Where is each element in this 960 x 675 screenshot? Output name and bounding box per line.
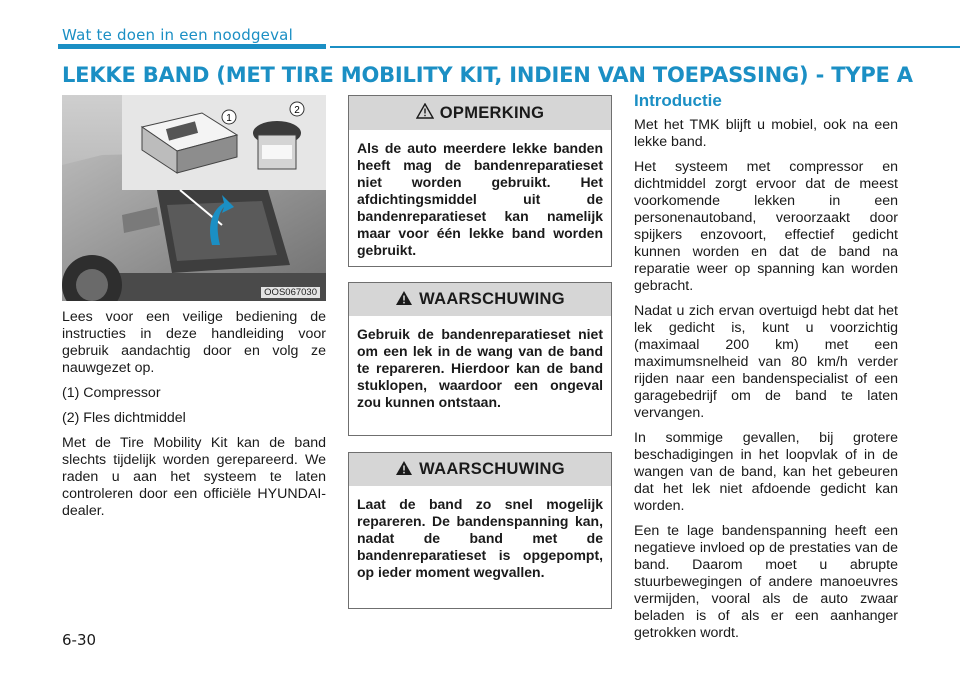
figure-code: OOS067030 bbox=[261, 287, 320, 298]
header-rule-thick bbox=[58, 44, 326, 49]
paragraph: Lees voor een veilige bediening de instructies in deze handleiding voor gebruik aandachtig door en volg ze nauwgezet op. bbox=[62, 309, 326, 376]
warning-notice-2 bbox=[348, 452, 612, 609]
paragraph: In sommige gevallen, bij grotere beschadigingen in het loopvlak of in de wangen van de band, kan het gebeuren dat het lek niet afdoende gedicht kan worden. bbox=[634, 430, 898, 514]
right-column-text bbox=[634, 117, 898, 650]
left-column-text bbox=[62, 309, 326, 528]
warning-triangle-icon bbox=[395, 290, 413, 310]
paragraph: Nadat u zich ervan overtuigd hebt dat het lek gedicht is, kunt u voorzichtig (maximaal 200 km) met een maximumsnelheid van 80 km/h verder rijden naar een bandenspecialist of een garagebedrijf om de band te laten vervangen. bbox=[634, 303, 898, 421]
caution-triangle-icon bbox=[416, 103, 434, 123]
warning-text: Laat de band zo snel mogelijk repareren. De bandenspanning kan, nadat de band met de bandenreparatieset is opgepompt, op ieder moment wegvallen. bbox=[357, 496, 603, 580]
notice-title: OPMERKING bbox=[439, 103, 545, 122]
opmerking-notice bbox=[348, 95, 612, 267]
warning-header bbox=[349, 453, 611, 486]
header-rule-thin bbox=[330, 46, 960, 48]
warning-text: Gebruik de bandenreparatieset niet om een lek in de wang van de band te repareren. Hierdoor kan de band stuklopen, waardoor een ongeval zou kunnen ontstaan. bbox=[357, 326, 603, 410]
notice-text: Als de auto meerdere lekke banden heeft mag de bandenreparatieset niet worden gebruikt. Het afdichtingsmiddel uit de bandenreparatieset kan namelijk maar voor één lekke band worden gebruikt. bbox=[357, 140, 603, 258]
car-trunk-illustration bbox=[62, 95, 326, 301]
notice-header bbox=[349, 96, 611, 130]
warning-title: WAARSCHUWING bbox=[419, 460, 565, 478]
legend-item-compressor: (1) Compressor bbox=[62, 385, 161, 401]
tire-mobility-kit-figure bbox=[62, 95, 326, 301]
warning-title: WAARSCHUWING bbox=[419, 290, 565, 308]
warning-triangle-icon bbox=[395, 460, 413, 480]
legend-item-sealant: (2) Fles dichtmiddel bbox=[62, 410, 186, 426]
paragraph: Een te lage bandenspanning heeft een negatieve invloed op de prestaties van de band. Daarom moet u abrupte stuurbewegingen of andere manoeuvres vermijden, vooral als de auto zwaar beladen is of als er een aanhanger getrokken wordt. bbox=[634, 523, 898, 641]
section-title: Wat te doen in een noodgeval bbox=[62, 26, 293, 44]
callout-1: 1 bbox=[226, 113, 232, 124]
paragraph: Met het TMK blijft u mobiel, ook na een lekke band. bbox=[634, 117, 898, 150]
callout-2: 2 bbox=[294, 105, 300, 116]
warning-header bbox=[349, 283, 611, 316]
paragraph: Met de Tire Mobility Kit kan de band slechts tijdelijk worden gerepareerd. We raden u aan het systeem te laten controleren door een officiële HYUNDAI-dealer. bbox=[62, 435, 326, 519]
warning-notice-1 bbox=[348, 282, 612, 436]
intro-heading: Introductie bbox=[634, 91, 722, 110]
page-number: 6-30 bbox=[62, 631, 97, 649]
paragraph: Het systeem met compressor en dichtmiddel zorgt ervoor dat de meest voorkomende lekken in een personenautoband, veroorzaakt door spijkers enzovoort, effectief gedicht kunnen worden en dat de band na reparatie weer op spanning kan worden gebracht. bbox=[634, 159, 898, 294]
page-title: LEKKE BAND (MET TIRE MOBILITY KIT, INDIEN VAN TOEPASSING) - TYPE A bbox=[62, 63, 913, 87]
